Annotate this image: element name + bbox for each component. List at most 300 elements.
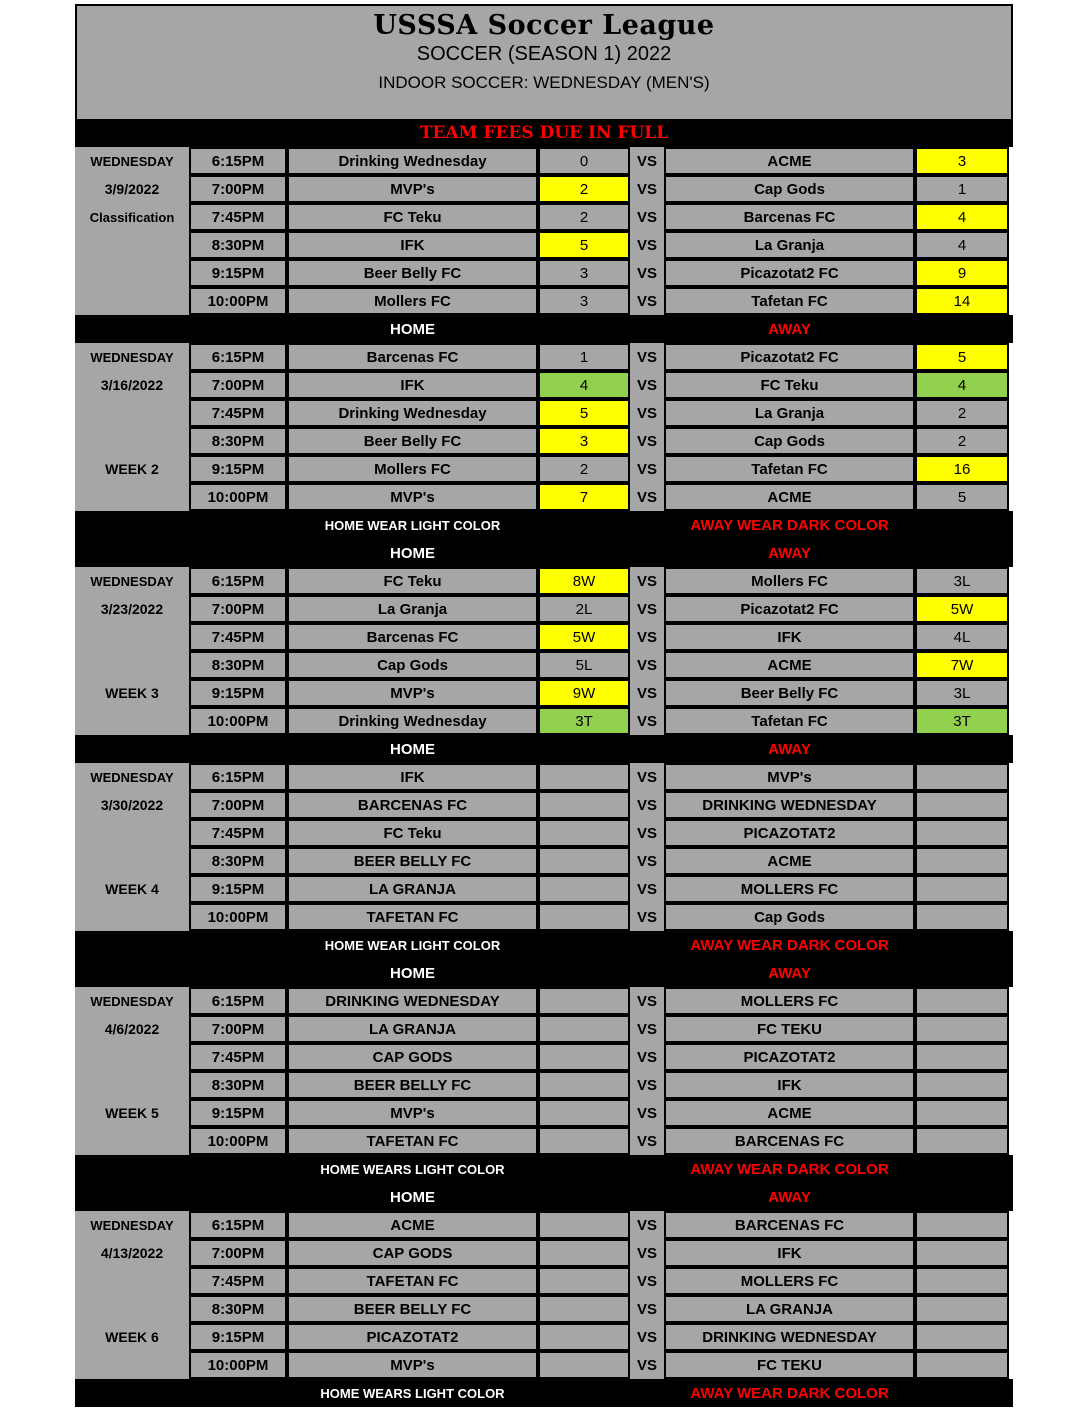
- away-score: [915, 1015, 1009, 1043]
- vs-label: VS: [630, 819, 664, 847]
- game-row: [75, 847, 1013, 875]
- week-info-cell: [75, 1127, 189, 1155]
- home-score: 4: [538, 371, 630, 399]
- spacer-cell: [75, 959, 189, 987]
- away-team: BARCENAS FC: [664, 1127, 915, 1155]
- away-score: [915, 791, 1009, 819]
- home-team: Mollers FC: [287, 455, 538, 483]
- away-score: [915, 1211, 1009, 1239]
- away-team: Cap Gods: [664, 175, 915, 203]
- away-score: 9: [915, 259, 1009, 287]
- spacer-cell: [189, 511, 287, 539]
- away-team: Mollers FC: [664, 567, 915, 595]
- away-score: [915, 1071, 1009, 1099]
- spacer-cell: [538, 931, 630, 959]
- spacer-cell: [630, 1379, 664, 1407]
- game-row: [75, 287, 1013, 315]
- home-team: BEER BELLY FC: [287, 847, 538, 875]
- home-label: HOME: [390, 320, 435, 338]
- home-team: Cap Gods: [287, 651, 538, 679]
- uniform-note-row: [75, 1379, 1013, 1407]
- spacer-cell: [538, 1155, 630, 1183]
- away-score: [915, 763, 1009, 791]
- vs-label: VS: [630, 1015, 664, 1043]
- week-info-cell: [75, 1267, 189, 1295]
- away-score: 16: [915, 455, 1009, 483]
- vs-label: VS: [630, 259, 664, 287]
- uniform-note-row: [75, 931, 1013, 959]
- game-row: [75, 1043, 1013, 1071]
- vs-label: VS: [630, 623, 664, 651]
- home-score: [538, 763, 630, 791]
- spacer-cell: [915, 539, 1009, 567]
- game-row: [75, 259, 1013, 287]
- home-away-row: [75, 735, 1013, 763]
- vs-label: VS: [630, 1211, 664, 1239]
- home-team: MVP's: [287, 1099, 538, 1127]
- spacer-cell: [189, 1379, 287, 1407]
- spacer-cell: [189, 1183, 287, 1211]
- game-time: 10:00PM: [189, 707, 287, 735]
- away-team: FC TEKU: [664, 1015, 915, 1043]
- game-row: [75, 763, 1013, 791]
- home-team: CAP GODS: [287, 1239, 538, 1267]
- home-score: 2: [538, 455, 630, 483]
- home-score: [538, 1351, 630, 1379]
- away-team: PICAZOTAT2: [664, 1043, 915, 1071]
- spacer-cell: [915, 1183, 1009, 1211]
- home-team: MVP's: [287, 175, 538, 203]
- vs-label: VS: [630, 1043, 664, 1071]
- away-team: IFK: [664, 623, 915, 651]
- vs-label: VS: [630, 1099, 664, 1127]
- spacer-cell: [538, 1379, 630, 1407]
- game-row: [75, 1267, 1013, 1295]
- vs-label: VS: [630, 763, 664, 791]
- spacer-cell: [75, 1183, 189, 1211]
- schedule-rows: [75, 147, 1013, 1407]
- game-time: 9:15PM: [189, 259, 287, 287]
- home-score: 3: [538, 259, 630, 287]
- away-team: PICAZOTAT2: [664, 819, 915, 847]
- vs-label: VS: [630, 1267, 664, 1295]
- game-time: 7:00PM: [189, 1015, 287, 1043]
- vs-label: VS: [630, 1295, 664, 1323]
- game-time: 8:30PM: [189, 231, 287, 259]
- away-label: AWAY: [768, 1188, 811, 1206]
- week-info-cell: WEEK 3: [75, 679, 189, 707]
- vs-label: VS: [630, 371, 664, 399]
- game-time: 7:45PM: [189, 203, 287, 231]
- game-row: [75, 427, 1013, 455]
- away-team: ACME: [664, 1099, 915, 1127]
- home-label: HOME: [390, 1188, 435, 1206]
- away-label: AWAY: [768, 320, 811, 338]
- game-row: [75, 651, 1013, 679]
- game-time: 7:00PM: [189, 791, 287, 819]
- spacer-cell: [915, 1155, 1009, 1183]
- game-time: 7:00PM: [189, 595, 287, 623]
- game-time: 9:15PM: [189, 679, 287, 707]
- vs-label: VS: [630, 987, 664, 1015]
- home-score: [538, 1211, 630, 1239]
- game-row: [75, 203, 1013, 231]
- game-time: 7:00PM: [189, 371, 287, 399]
- away-label: AWAY: [768, 740, 811, 758]
- home-score: [538, 791, 630, 819]
- home-team: TAFETAN FC: [287, 903, 538, 931]
- away-score: 4: [915, 231, 1009, 259]
- away-label: AWAY WEAR DARK COLOR: [690, 516, 889, 534]
- spacer-cell: [189, 735, 287, 763]
- home-score: 7: [538, 483, 630, 511]
- spacer-cell: [630, 1183, 664, 1211]
- away-score: 5: [915, 483, 1009, 511]
- spacer-cell: [630, 1155, 664, 1183]
- home-score: [538, 1127, 630, 1155]
- home-team: FC Teku: [287, 819, 538, 847]
- home-label: HOME: [390, 964, 435, 982]
- spacer-cell: [630, 959, 664, 987]
- away-team: Cap Gods: [664, 427, 915, 455]
- home-score: [538, 1267, 630, 1295]
- away-score: [915, 1351, 1009, 1379]
- spacer-cell: [915, 1379, 1009, 1407]
- spacer-cell: [915, 735, 1009, 763]
- home-score: [538, 1099, 630, 1127]
- spacer-cell: [915, 931, 1009, 959]
- game-time: 10:00PM: [189, 483, 287, 511]
- away-team: Picazotat2 FC: [664, 259, 915, 287]
- division-subtitle: INDOOR SOCCER: WEDNESDAY (MEN'S): [378, 73, 710, 92]
- vs-label: VS: [630, 1351, 664, 1379]
- vs-label: VS: [630, 287, 664, 315]
- week-info-cell: [75, 399, 189, 427]
- week-info-cell: [75, 903, 189, 931]
- game-time: 10:00PM: [189, 1351, 287, 1379]
- home-team: BEER BELLY FC: [287, 1071, 538, 1099]
- vs-label: VS: [630, 427, 664, 455]
- away-score: [915, 1099, 1009, 1127]
- home-score: 3: [538, 287, 630, 315]
- spacer-cell: [538, 735, 630, 763]
- sheet-header: [75, 4, 1013, 113]
- game-row: [75, 1211, 1013, 1239]
- game-row: [75, 455, 1013, 483]
- away-score: [915, 987, 1009, 1015]
- uniform-note-row: [75, 1155, 1013, 1183]
- vs-label: VS: [630, 875, 664, 903]
- away-team: ACME: [664, 483, 915, 511]
- home-away-row: [75, 959, 1013, 987]
- fees-banner: TEAM FEES DUE IN FULL: [75, 119, 1013, 147]
- home-team: IFK: [287, 231, 538, 259]
- home-label: HOME: [390, 544, 435, 562]
- home-score: 8W: [538, 567, 630, 595]
- game-row: [75, 175, 1013, 203]
- home-team: Drinking Wednesday: [287, 707, 538, 735]
- home-score: [538, 1071, 630, 1099]
- spacer-cell: [915, 511, 1009, 539]
- game-time: 7:00PM: [189, 175, 287, 203]
- game-row: [75, 1323, 1013, 1351]
- home-team: La Granja: [287, 595, 538, 623]
- game-row: [75, 707, 1013, 735]
- away-score: 3L: [915, 679, 1009, 707]
- away-team: FC TEKU: [664, 1351, 915, 1379]
- week-info-cell: 3/23/2022: [75, 595, 189, 623]
- away-team: Picazotat2 FC: [664, 343, 915, 371]
- away-team: Picazotat2 FC: [664, 595, 915, 623]
- away-score: [915, 1239, 1009, 1267]
- game-row: [75, 483, 1013, 511]
- spacer-cell: [538, 1183, 630, 1211]
- away-team: MOLLERS FC: [664, 875, 915, 903]
- game-time: 6:15PM: [189, 147, 287, 175]
- home-score: [538, 1015, 630, 1043]
- game-time: 6:15PM: [189, 987, 287, 1015]
- home-team: LA GRANJA: [287, 875, 538, 903]
- week-info-cell: [75, 287, 189, 315]
- vs-label: VS: [630, 679, 664, 707]
- away-team: Tafetan FC: [664, 455, 915, 483]
- away-team: Beer Belly FC: [664, 679, 915, 707]
- away-score: [915, 1267, 1009, 1295]
- spacer-cell: [630, 931, 664, 959]
- game-row: [75, 371, 1013, 399]
- week-info-cell: [75, 1351, 189, 1379]
- game-time: 10:00PM: [189, 903, 287, 931]
- home-team: Drinking Wednesday: [287, 399, 538, 427]
- week-info-cell: [75, 231, 189, 259]
- home-score: [538, 987, 630, 1015]
- vs-label: VS: [630, 1127, 664, 1155]
- spacer-cell: [75, 931, 189, 959]
- away-team: DRINKING WEDNESDAY: [664, 791, 915, 819]
- vs-label: VS: [630, 175, 664, 203]
- away-score: 7W: [915, 651, 1009, 679]
- week-info-cell: Classification: [75, 203, 189, 231]
- vs-label: VS: [630, 231, 664, 259]
- spacer-cell: [75, 315, 189, 343]
- away-label: AWAY WEAR DARK COLOR: [690, 1384, 889, 1402]
- game-row: [75, 343, 1013, 371]
- away-team: DRINKING WEDNESDAY: [664, 1323, 915, 1351]
- home-team: IFK: [287, 763, 538, 791]
- away-team: MOLLERS FC: [664, 987, 915, 1015]
- week-info-cell: WEEK 2: [75, 455, 189, 483]
- game-time: 8:30PM: [189, 847, 287, 875]
- game-row: [75, 1071, 1013, 1099]
- game-time: 7:45PM: [189, 1043, 287, 1071]
- week-info-cell: [75, 1071, 189, 1099]
- home-team: DRINKING WEDNESDAY: [287, 987, 538, 1015]
- home-team: BARCENAS FC: [287, 791, 538, 819]
- away-team: BARCENAS FC: [664, 1211, 915, 1239]
- home-score: 0: [538, 147, 630, 175]
- game-time: 9:15PM: [189, 875, 287, 903]
- home-score: 5: [538, 399, 630, 427]
- home-away-row: [75, 1183, 1013, 1211]
- away-team: Tafetan FC: [664, 287, 915, 315]
- game-row: [75, 791, 1013, 819]
- home-team: TAFETAN FC: [287, 1127, 538, 1155]
- game-time: 6:15PM: [189, 763, 287, 791]
- week-info-cell: [75, 259, 189, 287]
- home-score: 5L: [538, 651, 630, 679]
- week-info-cell: WEDNESDAY: [75, 147, 189, 175]
- spacer-cell: [915, 959, 1009, 987]
- season-subtitle: SOCCER (SEASON 1) 2022: [416, 43, 672, 65]
- home-team: Mollers FC: [287, 287, 538, 315]
- home-team: IFK: [287, 371, 538, 399]
- away-score: [915, 1295, 1009, 1323]
- away-team: La Granja: [664, 231, 915, 259]
- vs-label: VS: [630, 903, 664, 931]
- home-label: HOME WEARS LIGHT COLOR: [320, 1161, 505, 1177]
- away-score: 2: [915, 427, 1009, 455]
- away-team: MVP's: [664, 763, 915, 791]
- game-row: [75, 1015, 1013, 1043]
- week-info-cell: WEDNESDAY: [75, 987, 189, 1015]
- vs-label: VS: [630, 791, 664, 819]
- home-score: 9W: [538, 679, 630, 707]
- away-score: 3: [915, 147, 1009, 175]
- game-row: [75, 903, 1013, 931]
- home-team: Beer Belly FC: [287, 259, 538, 287]
- home-score: [538, 847, 630, 875]
- game-row: [75, 1099, 1013, 1127]
- home-team: LA GRANJA: [287, 1015, 538, 1043]
- away-label: AWAY WEAR DARK COLOR: [690, 936, 889, 954]
- home-team: MVP's: [287, 483, 538, 511]
- vs-label: VS: [630, 595, 664, 623]
- spacer-cell: [189, 539, 287, 567]
- week-info-cell: WEEK 5: [75, 1099, 189, 1127]
- vs-label: VS: [630, 483, 664, 511]
- spacer-cell: [75, 1379, 189, 1407]
- home-score: 2L: [538, 595, 630, 623]
- game-time: 7:45PM: [189, 399, 287, 427]
- home-team: Beer Belly FC: [287, 427, 538, 455]
- week-info-cell: [75, 847, 189, 875]
- game-time: 7:00PM: [189, 1239, 287, 1267]
- home-score: 2: [538, 203, 630, 231]
- home-score: 3: [538, 427, 630, 455]
- game-time: 9:15PM: [189, 1323, 287, 1351]
- week-info-cell: [75, 819, 189, 847]
- spacer-cell: [630, 315, 664, 343]
- home-score: 5: [538, 231, 630, 259]
- vs-label: VS: [630, 1323, 664, 1351]
- away-score: [915, 1043, 1009, 1071]
- vs-label: VS: [630, 399, 664, 427]
- week-info-cell: [75, 707, 189, 735]
- away-label: AWAY: [768, 964, 811, 982]
- away-score: 4L: [915, 623, 1009, 651]
- home-team: FC Teku: [287, 567, 538, 595]
- week-info-cell: [75, 483, 189, 511]
- away-team: LA GRANJA: [664, 1295, 915, 1323]
- away-score: 5: [915, 343, 1009, 371]
- spacer-cell: [538, 511, 630, 539]
- home-team: TAFETAN FC: [287, 1267, 538, 1295]
- away-score: 3T: [915, 707, 1009, 735]
- spacer-cell: [630, 735, 664, 763]
- schedule-sheet: [75, 4, 1013, 1407]
- spacer-cell: [189, 1155, 287, 1183]
- game-row: [75, 1351, 1013, 1379]
- spacer-cell: [189, 315, 287, 343]
- away-team: ACME: [664, 847, 915, 875]
- game-row: [75, 623, 1013, 651]
- home-team: FC Teku: [287, 203, 538, 231]
- game-time: 7:45PM: [189, 1267, 287, 1295]
- week-info-cell: 4/6/2022: [75, 1015, 189, 1043]
- away-team: IFK: [664, 1239, 915, 1267]
- home-team: MVP's: [287, 1351, 538, 1379]
- home-score: [538, 1323, 630, 1351]
- vs-label: VS: [630, 203, 664, 231]
- vs-label: VS: [630, 707, 664, 735]
- home-team: Barcenas FC: [287, 623, 538, 651]
- spacer-cell: [189, 931, 287, 959]
- week-info-cell: WEDNESDAY: [75, 763, 189, 791]
- vs-label: VS: [630, 147, 664, 175]
- spacer-cell: [538, 959, 630, 987]
- home-score: 5W: [538, 623, 630, 651]
- spacer-cell: [189, 959, 287, 987]
- game-row: [75, 1127, 1013, 1155]
- away-score: [915, 847, 1009, 875]
- away-score: [915, 1323, 1009, 1351]
- away-team: Barcenas FC: [664, 203, 915, 231]
- game-time: 8:30PM: [189, 651, 287, 679]
- spacer-cell: [538, 315, 630, 343]
- week-info-cell: [75, 651, 189, 679]
- game-row: [75, 595, 1013, 623]
- game-time: 10:00PM: [189, 287, 287, 315]
- home-score: [538, 903, 630, 931]
- spacer-cell: [75, 735, 189, 763]
- vs-label: VS: [630, 847, 664, 875]
- vs-label: VS: [630, 651, 664, 679]
- vs-label: VS: [630, 455, 664, 483]
- vs-label: VS: [630, 567, 664, 595]
- spacer-cell: [630, 511, 664, 539]
- home-score: 1: [538, 343, 630, 371]
- week-info-cell: 3/9/2022: [75, 175, 189, 203]
- away-label: AWAY WEAR DARK COLOR: [690, 1160, 889, 1178]
- spacer-cell: [915, 315, 1009, 343]
- home-label: HOME WEARS LIGHT COLOR: [320, 1385, 505, 1401]
- vs-label: VS: [630, 1071, 664, 1099]
- game-time: 8:30PM: [189, 427, 287, 455]
- game-row: [75, 1239, 1013, 1267]
- week-info-cell: 4/13/2022: [75, 1239, 189, 1267]
- spacer-cell: [75, 1155, 189, 1183]
- away-score: 1: [915, 175, 1009, 203]
- spacer-cell: [75, 539, 189, 567]
- home-score: [538, 875, 630, 903]
- game-row: [75, 231, 1013, 259]
- game-row: [75, 1295, 1013, 1323]
- away-score: [915, 819, 1009, 847]
- week-info-cell: WEDNESDAY: [75, 1211, 189, 1239]
- away-team: La Granja: [664, 399, 915, 427]
- home-score: 3T: [538, 707, 630, 735]
- vs-label: VS: [630, 343, 664, 371]
